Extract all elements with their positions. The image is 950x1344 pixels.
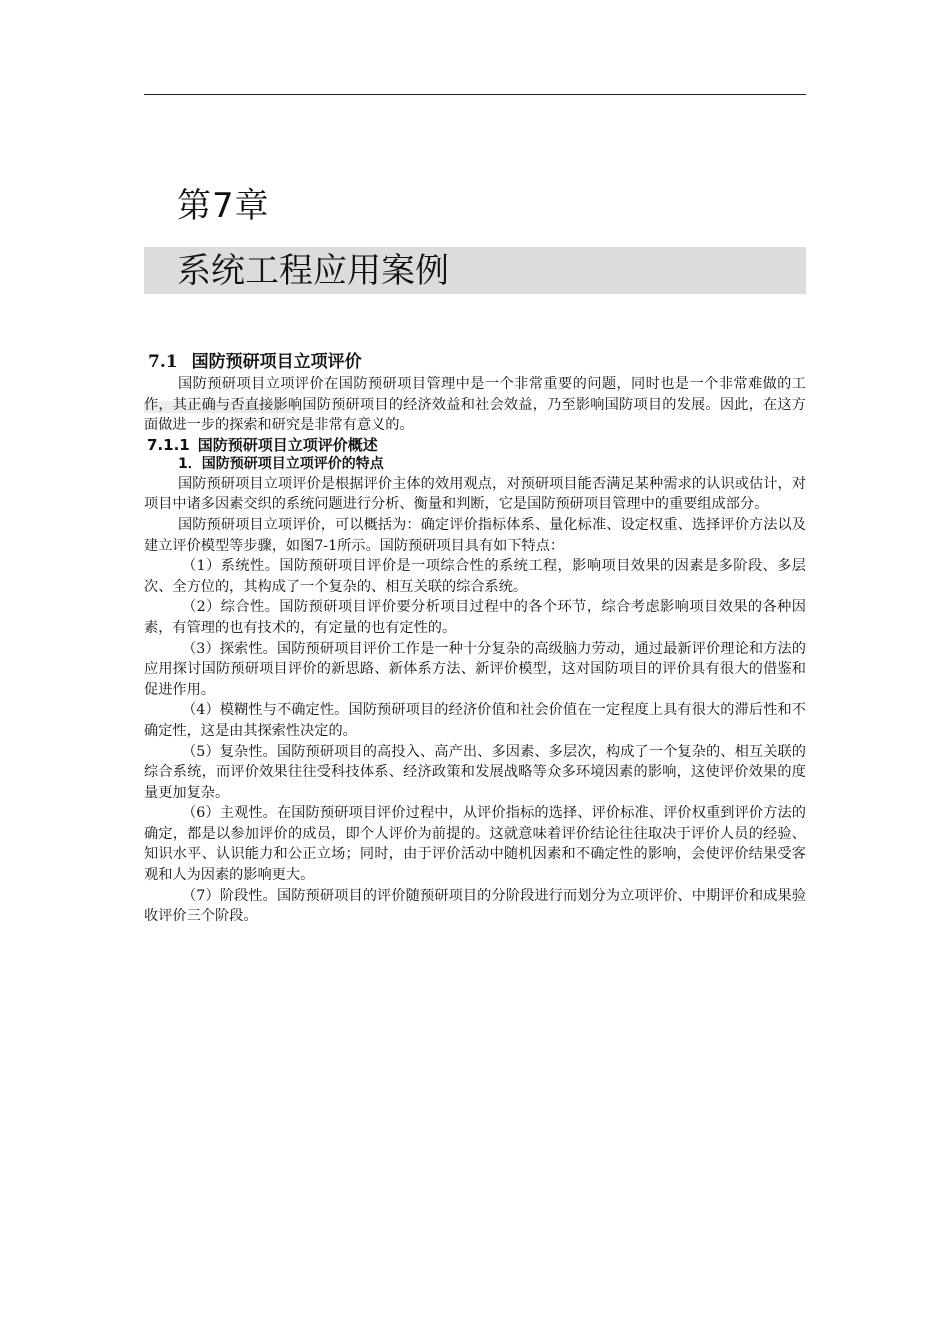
body-paragraph: 国防预研项目立项评价是根据评价主体的效用观点，对预研项目能否满足某种需求的认识或估计，对项目中诸多因素交织的系统问题进行分析、衡量和判断，它是国防预研项目管理中的重要组成部分。 bbox=[144, 475, 806, 513]
subsubsection-heading: 1．国防预研项目立项评价的特点 bbox=[178, 455, 384, 472]
feature-item: （5）复杂性。国防预研项目的高投入、高产出、多因素、多层次，构成了一个复杂的、相互关联的综合系统，而评价效果往往受科技体系、经济政策和发展战略等众多环境因素的影响，这使评价效果的度量更加复杂。 bbox=[144, 743, 806, 801]
chapter-title-band bbox=[144, 247, 806, 294]
page-content bbox=[144, 350, 806, 927]
feature-item: （2）综合性。国防预研项目评价要分析项目过程中的各个环节，综合考虑影响项目效果的各种因素，有管理的也有技术的，有定量的也有定性的。 bbox=[144, 599, 806, 636]
section-title: 国防预研项目立项评价 bbox=[191, 352, 362, 372]
section-number: 7.1 bbox=[148, 352, 178, 372]
subsection-number: 7.1.1 bbox=[147, 435, 190, 454]
chapter-number: 第7章 bbox=[177, 186, 270, 226]
chapter-title: 系统工程应用案例 bbox=[177, 251, 449, 291]
feature-item: （6）主观性。在国防预研项目评价过程中，从评价指标的选择、评价标准、评价权重到评价方法的确定，都是以参加评价的成员，即个人评价为前提的。这就意味着评价结论往往取决于评价人员的经验、知识水平、认识能力和公正立场；同时，由于评价活动中随机因素和不确定性的影响，会使评价结果受客观和人为因素的影响更大。 bbox=[144, 805, 806, 884]
feature-item: （1）系统性。国防预研项目评价是一项综合性的系统工程，影响项目效果的因素是多阶段、多层次、全方位的，其构成了一个复杂的、相互关联的综合系统。 bbox=[144, 558, 806, 595]
section-heading bbox=[144, 350, 806, 374]
feature-item: （7）阶段性。国防预研项目的评价随预研项目的分阶段进行而划分为立项评价、中期评价和成果验收评价三个阶段。 bbox=[144, 887, 806, 925]
intro-paragraph: 国防预研项目立项评价在国防预研项目管理中是一个非常重要的问题，同时也是一个非常难做的工作，其正确与否直接影响国防预研项目的经济效益和社会效益，乃至影响国防项目的发展。因此，在这方面做进一步的探索和研究是非常有意义的。 bbox=[144, 376, 806, 434]
feature-item: （4）模糊性与不确定性。国防预研项目的经济价值和社会价值在一定程度上具有很大的滞后性和不确定性，这是由其探索性决定的。 bbox=[144, 702, 806, 739]
header-rule bbox=[144, 94, 806, 95]
body-paragraph: 国防预研项目立项评价，可以概括为：确定评价指标体系、量化标准、设定权重、选择评价方法以及建立评价模型等步骤，如图7-1所示。国防预研项目具有如下特点： bbox=[144, 516, 806, 554]
feature-item: （3）探索性。国防预研项目评价工作是一种十分复杂的高级脑力劳动，通过最新评价理论和方法的应用探讨国防预研项目评价的新思路、新体系方法、新评价模型，这对国防项目的评价具有很大的借鉴和促进作用。 bbox=[144, 640, 806, 698]
subsection-title: 国防预研项目立项评价概述 bbox=[197, 435, 378, 454]
subsection-heading bbox=[144, 436, 806, 455]
